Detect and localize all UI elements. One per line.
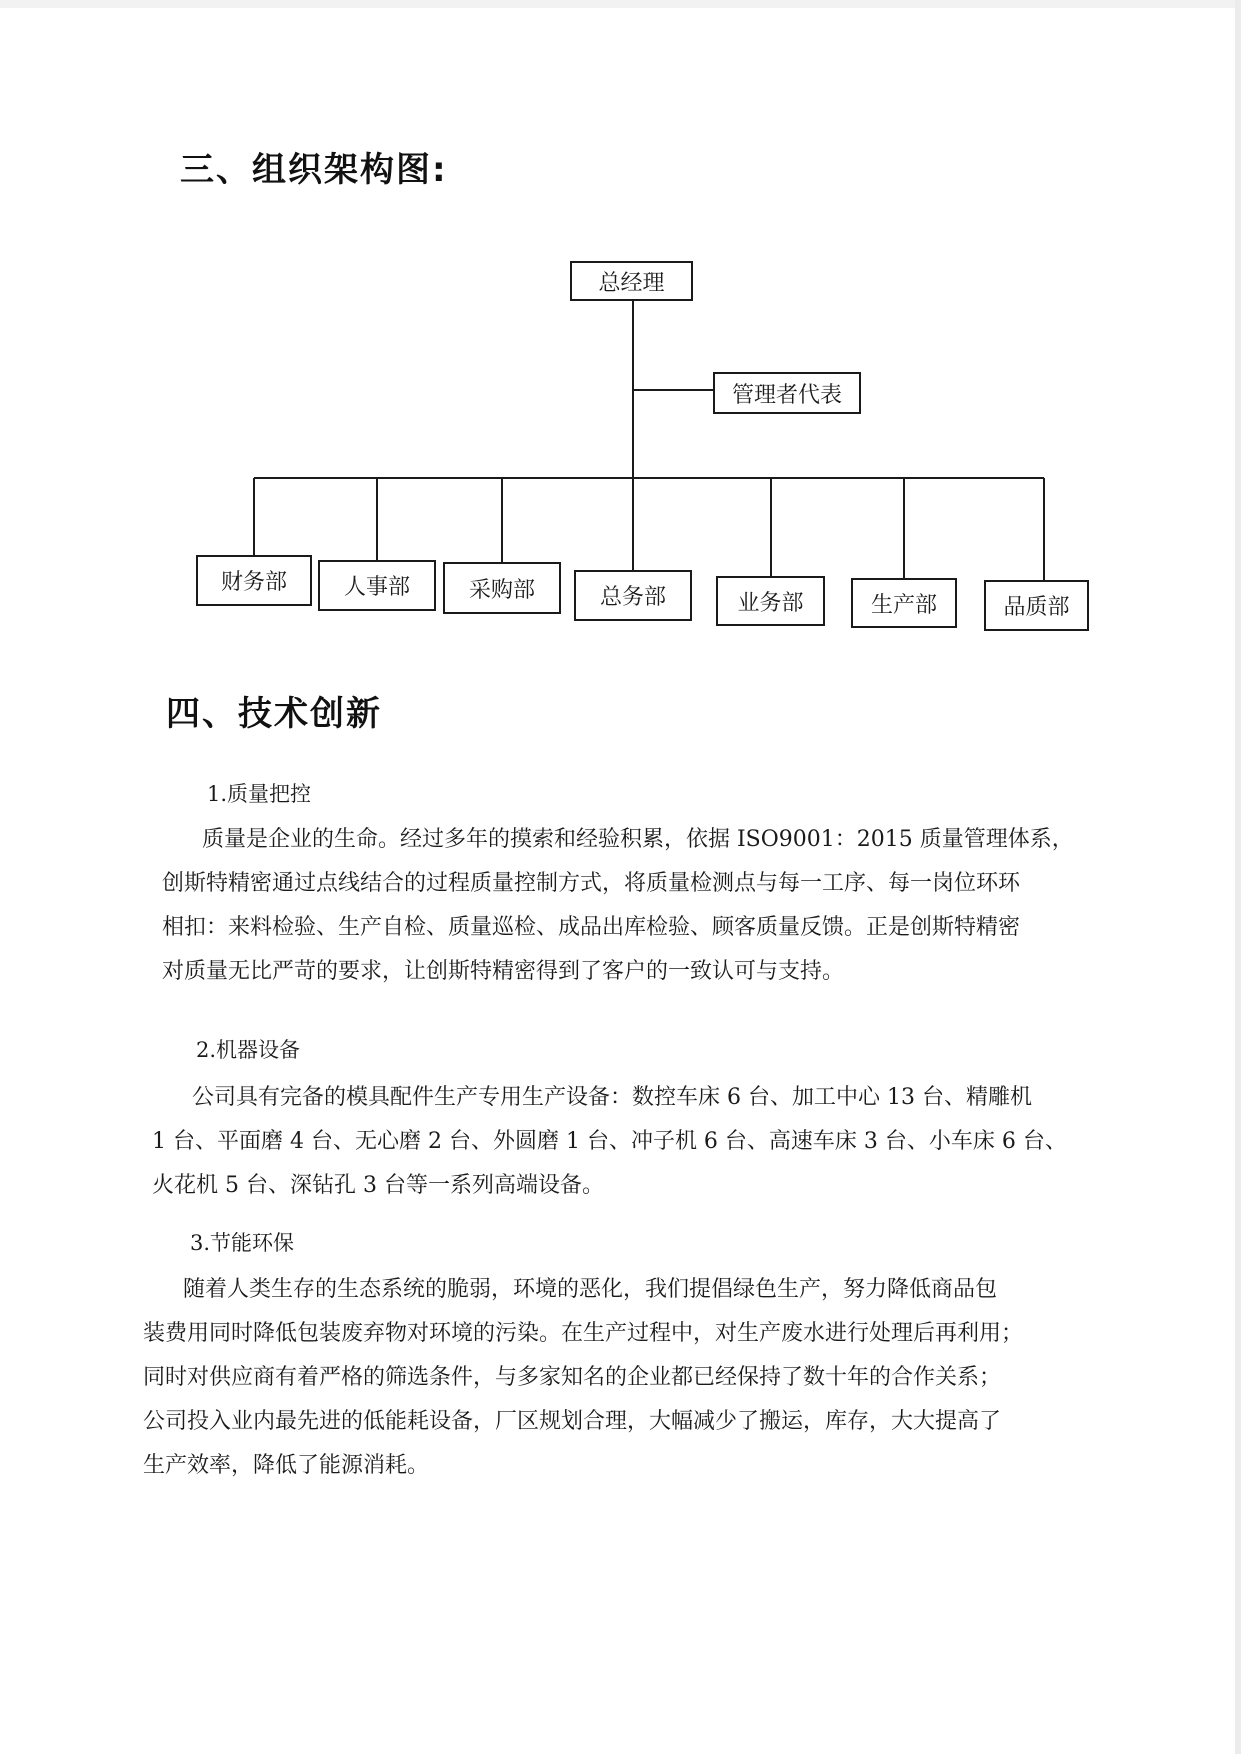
- subheading-equipment: 2.机器设备: [196, 1038, 301, 1062]
- org-box-label: 业务部: [737, 590, 804, 616]
- paragraph-line: 火花机 5 台、深钻孔 3 台等一系列高端设备。: [152, 1173, 604, 1198]
- org-box-production: [851, 578, 957, 628]
- org-box-label: 财务部: [220, 570, 287, 595]
- paragraph-line: 公司投入业内最先进的低能耗设备，厂区规划合理，大幅减少了搬运，库存，大大提高了: [143, 1409, 1002, 1434]
- org-box-label: 品质部: [1003, 595, 1070, 620]
- scan-shadow-top: [0, 0, 1241, 8]
- org-box-general-manager: [570, 261, 693, 301]
- paragraph-quality-control: [162, 818, 1074, 994]
- paragraph-line: 随着人类生存的生态系统的脆弱，环境的恶化，我们提倡绿色生产，努力降低商品包: [183, 1277, 998, 1302]
- org-box-sales: [716, 576, 825, 626]
- org-box-management-rep: [713, 372, 861, 414]
- paragraph-line: 1 台、平面磨 4 台、无心磨 2 台、外圆磨 1 台、冲子机 6 台、高速车床 3 台、小车床 6 台、: [152, 1129, 1067, 1154]
- org-box-label: 人事部: [343, 575, 410, 600]
- paragraph-energy: [143, 1268, 1023, 1488]
- paragraph-equipment: [152, 1076, 1067, 1208]
- subheading-quality-control: 1.质量把控: [207, 782, 312, 806]
- subheading-energy: 3.节能环保: [190, 1231, 295, 1255]
- org-box-label: 生产部: [870, 592, 937, 618]
- org-box-quality: [984, 580, 1089, 631]
- scan-shadow-right: [1235, 0, 1241, 1754]
- org-box-label: 管理者代表: [731, 382, 842, 408]
- paragraph-line: 公司具有完备的模具配件生产专用生产设备：数控车床 6 台、加工中心 13 台、精雕机: [192, 1085, 1032, 1110]
- section-title-org-chart: 三、组织架构图:: [180, 150, 448, 190]
- org-box-hr: [318, 560, 436, 611]
- org-box-finance: [196, 555, 312, 606]
- paragraph-line: 相扣：来料检验、生产自检、质量巡检、成品出库检验、顾客质量反馈。正是创斯特精密: [162, 915, 1021, 940]
- paragraph-line: 创斯特精密通过点线结合的过程质量控制方式，将质量检测点与每一工序、每一岗位环环: [162, 871, 1021, 896]
- org-box-general-affairs: [574, 570, 692, 621]
- paragraph-line: 生产效率，降低了能源消耗。: [143, 1453, 430, 1478]
- section-title-tech-innovation: 四、技术创新: [166, 694, 382, 734]
- paragraph-line: 装费用同时降低包装废弃物对环境的污染。在生产过程中，对生产废水进行处理后再利用；: [143, 1321, 1024, 1346]
- org-box-label: 总经理: [598, 270, 665, 296]
- paragraph-line: 同时对供应商有着严格的筛选条件，与多家知名的企业都已经保持了数十年的合作关系；: [143, 1365, 1002, 1390]
- org-box-label: 采购部: [468, 577, 535, 603]
- paragraph-line: 质量是企业的生命。经过多年的摸索和经验积累，依据 ISO9001：2015 质量管理体系，: [202, 827, 1074, 852]
- org-box-purchasing: [443, 562, 561, 614]
- paragraph-line: 对质量无比严苛的要求，让创斯特精密得到了客户的一致认可与支持。: [162, 959, 845, 984]
- org-box-label: 总务部: [599, 585, 666, 610]
